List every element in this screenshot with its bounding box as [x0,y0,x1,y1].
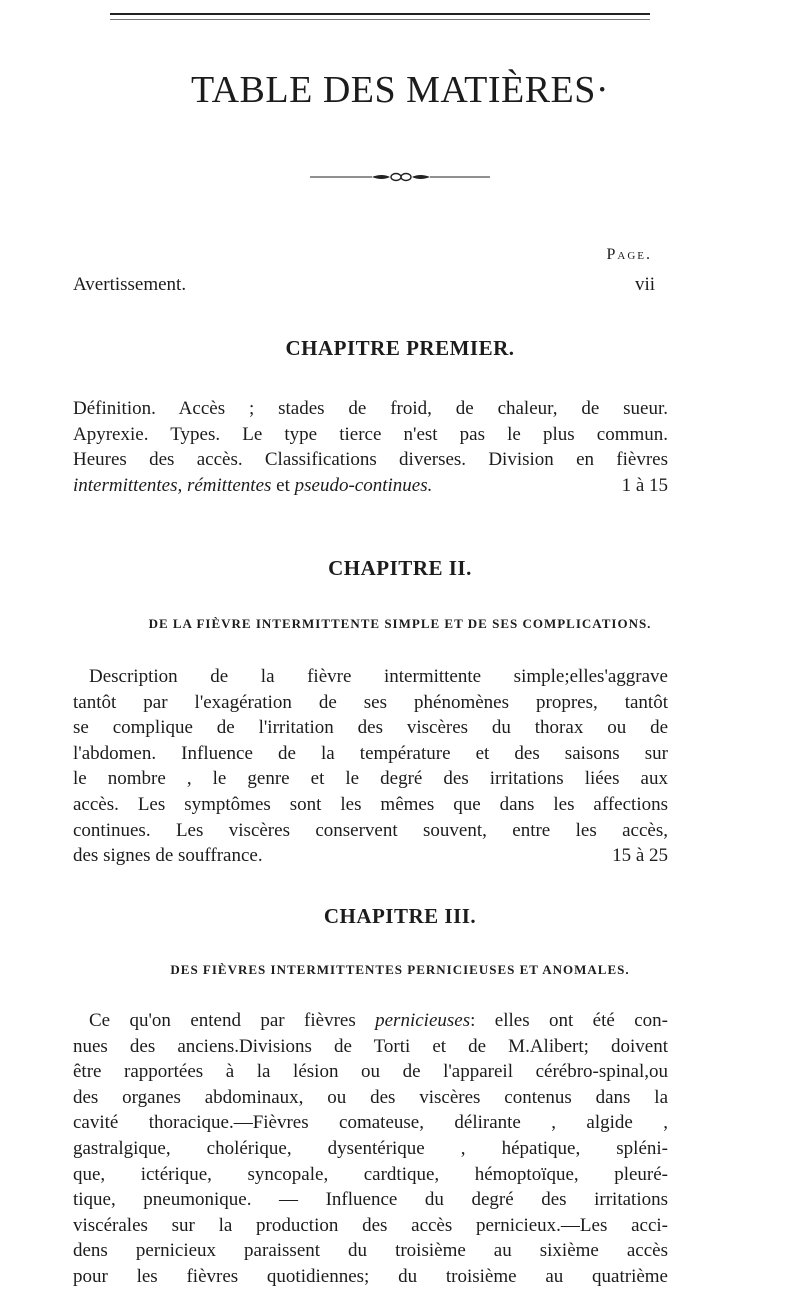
italic-term: intermittentes [73,474,178,496]
summary-line: Description de la fièvre intermittente simple;elles'aggrave [89,666,668,687]
summary-line: se complique de l'irritation des viscères du thorax ou de [73,717,668,739]
summary-last-text: des signes de souffrance. [73,845,263,867]
chapter-2-pages[interactable]: 15 à 25 [612,845,668,867]
summary-line: tique, pneumonique. — Influence du degré des irritations [73,1189,668,1211]
top-rule-thin [110,19,650,20]
conjunction: et [271,474,295,496]
summary-line: cavité thoracique.—Fièvres comateuse, délirante , algide , [73,1112,668,1134]
summary-line-first [73,1008,668,1034]
summary-line: tantôt par l'exagération de ses phénomènes propres, tantôt [73,691,668,713]
summary-line: gastralgique, cholérique, dysentérique , hépatique, spléni- [73,1137,668,1159]
page-column-label: Page. [606,246,652,263]
summary-line: l'abdomen. Influence de la température et des saisons sur [73,742,668,764]
summary-line: Définition. Accès ; stades de froid, de chaleur, de sueur. [73,398,668,419]
italic-term: rémittentes [186,474,272,496]
summary-line: que, ictérique, syncopale, cardtique, hémoptoïque, pleuré- [73,1163,668,1185]
summary-line-last [73,473,668,499]
ornament-divider [310,172,490,182]
summary-line: accès. Les symptômes sont les mêmes que dans les affections [73,793,668,815]
summary-line-last [73,843,668,869]
punctuation: . [427,474,433,496]
summary-line: Apyrexie. Types. Le type tierce n'est pas le plus commun. [73,423,668,445]
chapter-3-heading: CHAPITRE III. [323,904,477,928]
summary-line: le nombre , le genre et le degré des irritations liées aux [73,768,668,790]
chapter-1-pages[interactable]: 1 à 15 [621,474,668,496]
chapter-1-summary [73,396,668,498]
summary-line: pour les fièvres quotidiennes; du troisième au quatrième [73,1265,668,1287]
summary-line: dens pernicieux paraissent du troisième au sixième accès [73,1240,668,1262]
italic-term: pernicieuses [375,1010,471,1031]
summary-line: continues. Les viscères conservent souvent, entre les accès, [73,819,668,841]
summary-line: viscérales sur la production des accès pernicieux.—Les acci- [73,1214,668,1236]
toc-entry-page: vii [634,274,655,295]
top-rule [110,13,650,15]
summary-line: des organes abdominaux, ou des viscères contenus dans la [73,1086,668,1108]
summary-text: : elles ont été con- [470,1010,668,1031]
chapter-1-heading: CHAPITRE PREMIER. [285,336,515,360]
chapter-3-summary [73,1008,668,1290]
toc-entry-label: Avertissement. [73,274,187,295]
chapter-2-summary [73,664,668,869]
summary-text: Ce qu'on entend par fièvres [89,1010,376,1031]
page-title: TABLE DES MATIÈRES· [190,69,610,111]
chapter-2-heading: CHAPITRE II. [328,556,472,580]
summary-line: Heures des accès. Classifications diverses. Division en fièvres [73,449,668,471]
summary-line: nues des anciens.Divisions de Torti et de M.Alibert; doivent [73,1035,668,1057]
separator: , [177,474,187,496]
summary-line: être rapportées à la lésion ou de l'appareil cérébro-spinal,ou [73,1061,668,1083]
italic-term: pseudo-continues [294,474,428,496]
chapter-3-subtitle: DES FIÈVRES INTERMITTENTES PERNICIEUSES ET ANOMALES. [170,962,630,977]
chapter-2-subtitle: DE LA FIÈVRE INTERMITTENTE SIMPLE ET DE SES COMPLICATIONS. [148,616,652,631]
